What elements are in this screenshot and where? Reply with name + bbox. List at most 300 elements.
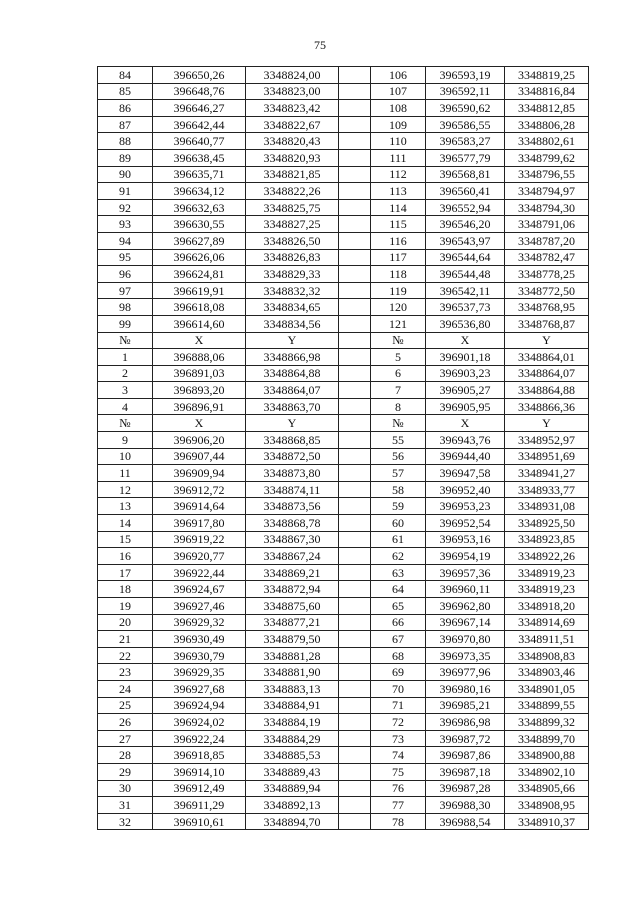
x-coordinate-cell: 396914,64: [153, 498, 246, 515]
table-row: [98, 697, 589, 714]
x-coordinate-cell: 396634,12: [153, 183, 246, 200]
y-coordinate-cell: 3348919,23: [505, 581, 589, 598]
point-number-cell: 74: [371, 747, 426, 764]
x-coordinate-cell: 396888,06: [153, 349, 246, 366]
x-coordinate-cell: 396568,81: [426, 166, 505, 183]
y-coordinate-cell: 3348902,10: [505, 763, 589, 780]
point-number-cell: 73: [371, 730, 426, 747]
table-row: [98, 432, 589, 449]
table-row: [98, 664, 589, 681]
point-number-cell: №: [98, 415, 153, 432]
point-number-cell: 69: [371, 664, 426, 681]
point-number-cell: 3: [98, 382, 153, 399]
spacer-cell: [339, 598, 371, 615]
x-coordinate-cell: 396542,11: [426, 282, 505, 299]
point-number-cell: 95: [98, 249, 153, 266]
x-coordinate-cell: 396544,64: [426, 249, 505, 266]
table-row: [98, 349, 589, 366]
y-coordinate-cell: 3348879,50: [246, 631, 339, 648]
x-coordinate-cell: 396593,19: [426, 67, 505, 84]
spacer-cell: [339, 564, 371, 581]
y-coordinate-cell: 3348791,06: [505, 216, 589, 233]
spacer-cell: [339, 531, 371, 548]
table-row: [98, 498, 589, 515]
spacer-cell: [339, 515, 371, 532]
spacer-cell: [339, 398, 371, 415]
y-coordinate-cell: 3348832,32: [246, 282, 339, 299]
point-number-cell: 17: [98, 564, 153, 581]
spacer-cell: [339, 299, 371, 316]
point-number-cell: 62: [371, 548, 426, 565]
table-row: [98, 714, 589, 731]
table-row: [98, 299, 589, 316]
x-coordinate-cell: 396618,08: [153, 299, 246, 316]
point-number-cell: 93: [98, 216, 153, 233]
y-coordinate-cell: 3348864,01: [505, 349, 589, 366]
table-row: [98, 116, 589, 133]
y-coordinate-cell: 3348883,13: [246, 680, 339, 697]
point-number-cell: 106: [371, 67, 426, 84]
x-coordinate-cell: 396927,68: [153, 680, 246, 697]
x-coordinate-cell: 396907,44: [153, 448, 246, 465]
point-number-cell: 24: [98, 680, 153, 697]
y-coordinate-cell: 3348787,20: [505, 232, 589, 249]
point-number-cell: 9: [98, 432, 153, 449]
table-row: [98, 813, 589, 830]
table-row: [98, 398, 589, 415]
y-coordinate-cell: 3348873,80: [246, 465, 339, 482]
point-number-cell: 56: [371, 448, 426, 465]
y-coordinate-cell: 3348802,61: [505, 133, 589, 150]
table-row: [98, 481, 589, 498]
table-row: [98, 232, 589, 249]
y-coordinate-cell: 3348914,69: [505, 614, 589, 631]
table-row: [98, 763, 589, 780]
x-coordinate-cell: 396911,29: [153, 797, 246, 814]
point-number-cell: 60: [371, 515, 426, 532]
y-coordinate-cell: 3348908,95: [505, 797, 589, 814]
x-coordinate-cell: 396973,35: [426, 647, 505, 664]
x-coordinate-cell: X: [426, 415, 505, 432]
y-coordinate-cell: 3348919,23: [505, 564, 589, 581]
y-coordinate-cell: 3348873,56: [246, 498, 339, 515]
x-coordinate-cell: 396914,10: [153, 763, 246, 780]
point-number-cell: 20: [98, 614, 153, 631]
y-coordinate-cell: 3348894,70: [246, 813, 339, 830]
x-coordinate-cell: 396910,61: [153, 813, 246, 830]
y-coordinate-cell: 3348931,08: [505, 498, 589, 515]
coordinates-table: [97, 66, 589, 830]
table-row: [98, 797, 589, 814]
x-coordinate-cell: 396924,02: [153, 714, 246, 731]
x-coordinate-cell: 396624,81: [153, 266, 246, 283]
spacer-cell: [339, 797, 371, 814]
point-number-cell: 120: [371, 299, 426, 316]
table-row: [98, 149, 589, 166]
x-coordinate-cell: 396896,91: [153, 398, 246, 415]
y-coordinate-cell: 3348875,60: [246, 598, 339, 615]
spacer-cell: [339, 100, 371, 117]
table-row: [98, 581, 589, 598]
y-coordinate-cell: 3348864,07: [246, 382, 339, 399]
table-row: [98, 730, 589, 747]
x-coordinate-cell: 396947,58: [426, 465, 505, 482]
y-coordinate-cell: 3348925,50: [505, 515, 589, 532]
table-row: [98, 100, 589, 117]
point-number-cell: 77: [371, 797, 426, 814]
y-coordinate-cell: 3348868,78: [246, 515, 339, 532]
x-coordinate-cell: 396586,55: [426, 116, 505, 133]
point-number-cell: 59: [371, 498, 426, 515]
point-number-cell: 116: [371, 232, 426, 249]
spacer-cell: [339, 415, 371, 432]
point-number-cell: 32: [98, 813, 153, 830]
y-coordinate-cell: 3348829,33: [246, 266, 339, 283]
point-number-cell: 4: [98, 398, 153, 415]
x-coordinate-cell: 396648,76: [153, 83, 246, 100]
point-number-cell: 18: [98, 581, 153, 598]
y-coordinate-cell: 3348794,30: [505, 199, 589, 216]
x-coordinate-cell: 396924,94: [153, 697, 246, 714]
point-number-cell: 21: [98, 631, 153, 648]
spacer-cell: [339, 730, 371, 747]
point-number-cell: 22: [98, 647, 153, 664]
x-coordinate-cell: 396922,24: [153, 730, 246, 747]
y-coordinate-cell: 3348901,05: [505, 680, 589, 697]
spacer-cell: [339, 614, 371, 631]
y-coordinate-cell: 3348768,95: [505, 299, 589, 316]
spacer-cell: [339, 83, 371, 100]
x-coordinate-cell: 396640,77: [153, 133, 246, 150]
table-row: [98, 249, 589, 266]
y-coordinate-cell: 3348834,56: [246, 315, 339, 332]
y-coordinate-cell: Y: [246, 415, 339, 432]
y-coordinate-cell: 3348885,53: [246, 747, 339, 764]
spacer-cell: [339, 448, 371, 465]
y-coordinate-cell: 3348884,91: [246, 697, 339, 714]
x-coordinate-cell: 396905,27: [426, 382, 505, 399]
point-number-cell: 96: [98, 266, 153, 283]
table-row: [98, 382, 589, 399]
spacer-cell: [339, 183, 371, 200]
x-coordinate-cell: 396953,16: [426, 531, 505, 548]
y-coordinate-cell: 3348867,30: [246, 531, 339, 548]
spacer-cell: [339, 697, 371, 714]
y-coordinate-cell: 3348869,21: [246, 564, 339, 581]
table-row: [98, 67, 589, 84]
table-row: [98, 465, 589, 482]
x-coordinate-cell: 396627,89: [153, 232, 246, 249]
x-coordinate-cell: 396630,55: [153, 216, 246, 233]
point-number-cell: №: [98, 332, 153, 349]
y-coordinate-cell: 3348782,47: [505, 249, 589, 266]
x-coordinate-cell: 396893,20: [153, 382, 246, 399]
y-coordinate-cell: 3348825,75: [246, 199, 339, 216]
x-coordinate-cell: 396924,67: [153, 581, 246, 598]
point-number-cell: 121: [371, 315, 426, 332]
y-coordinate-cell: 3348905,66: [505, 780, 589, 797]
x-coordinate-cell: 396903,23: [426, 365, 505, 382]
y-coordinate-cell: 3348903,46: [505, 664, 589, 681]
point-number-cell: 84: [98, 67, 153, 84]
y-coordinate-cell: 3348799,62: [505, 149, 589, 166]
x-coordinate-cell: 396638,45: [153, 149, 246, 166]
spacer-cell: [339, 747, 371, 764]
x-coordinate-cell: 396922,44: [153, 564, 246, 581]
y-coordinate-cell: Y: [246, 332, 339, 349]
x-coordinate-cell: 396987,18: [426, 763, 505, 780]
table-row: [98, 332, 589, 349]
x-coordinate-cell: 396977,96: [426, 664, 505, 681]
y-coordinate-cell: 3348899,32: [505, 714, 589, 731]
y-coordinate-cell: 3348822,67: [246, 116, 339, 133]
table-row: [98, 747, 589, 764]
x-coordinate-cell: 396543,97: [426, 232, 505, 249]
y-coordinate-cell: 3348816,84: [505, 83, 589, 100]
x-coordinate-cell: 396912,49: [153, 780, 246, 797]
point-number-cell: 58: [371, 481, 426, 498]
x-coordinate-cell: X: [153, 415, 246, 432]
x-coordinate-cell: 396919,22: [153, 531, 246, 548]
point-number-cell: 1: [98, 349, 153, 366]
spacer-cell: [339, 714, 371, 731]
page-number: 75: [314, 38, 326, 52]
point-number-cell: 88: [98, 133, 153, 150]
x-coordinate-cell: 396930,49: [153, 631, 246, 648]
y-coordinate-cell: 3348867,24: [246, 548, 339, 565]
point-number-cell: 70: [371, 680, 426, 697]
y-coordinate-cell: 3348866,98: [246, 349, 339, 366]
point-number-cell: 108: [371, 100, 426, 117]
spacer-cell: [339, 647, 371, 664]
y-coordinate-cell: 3348823,00: [246, 83, 339, 100]
table-row: [98, 266, 589, 283]
x-coordinate-cell: 396912,72: [153, 481, 246, 498]
table-row: [98, 183, 589, 200]
table-row: [98, 647, 589, 664]
y-coordinate-cell: 3348864,07: [505, 365, 589, 382]
y-coordinate-cell: 3348812,85: [505, 100, 589, 117]
point-number-cell: 63: [371, 564, 426, 581]
point-number-cell: 99: [98, 315, 153, 332]
point-number-cell: 7: [371, 382, 426, 399]
x-coordinate-cell: 396988,54: [426, 813, 505, 830]
spacer-cell: [339, 133, 371, 150]
table-row: [98, 598, 589, 615]
spacer-cell: [339, 116, 371, 133]
point-number-cell: 19: [98, 598, 153, 615]
y-coordinate-cell: 3348874,11: [246, 481, 339, 498]
x-coordinate-cell: 396632,63: [153, 199, 246, 216]
x-coordinate-cell: 396646,27: [153, 100, 246, 117]
y-coordinate-cell: 3348899,70: [505, 730, 589, 747]
y-coordinate-cell: 3348834,65: [246, 299, 339, 316]
point-number-cell: 119: [371, 282, 426, 299]
y-coordinate-cell: 3348941,27: [505, 465, 589, 482]
table-row: [98, 780, 589, 797]
x-coordinate-cell: 396962,80: [426, 598, 505, 615]
point-number-cell: №: [371, 415, 426, 432]
point-number-cell: 61: [371, 531, 426, 548]
point-number-cell: 87: [98, 116, 153, 133]
point-number-cell: 6: [371, 365, 426, 382]
y-coordinate-cell: 3348922,26: [505, 548, 589, 565]
y-coordinate-cell: 3348823,42: [246, 100, 339, 117]
y-coordinate-cell: 3348872,50: [246, 448, 339, 465]
spacer-cell: [339, 780, 371, 797]
point-number-cell: 27: [98, 730, 153, 747]
point-number-cell: №: [371, 332, 426, 349]
x-coordinate-cell: 396988,30: [426, 797, 505, 814]
y-coordinate-cell: 3348863,70: [246, 398, 339, 415]
x-coordinate-cell: 396980,16: [426, 680, 505, 697]
point-number-cell: 29: [98, 763, 153, 780]
y-coordinate-cell: 3348899,55: [505, 697, 589, 714]
point-number-cell: 57: [371, 465, 426, 482]
point-number-cell: 109: [371, 116, 426, 133]
point-number-cell: 23: [98, 664, 153, 681]
point-number-cell: 67: [371, 631, 426, 648]
x-coordinate-cell: X: [426, 332, 505, 349]
spacer-cell: [339, 481, 371, 498]
x-coordinate-cell: 396592,11: [426, 83, 505, 100]
spacer-cell: [339, 432, 371, 449]
x-coordinate-cell: 396906,20: [153, 432, 246, 449]
point-number-cell: 64: [371, 581, 426, 598]
spacer-cell: [339, 249, 371, 266]
x-coordinate-cell: 396642,44: [153, 116, 246, 133]
point-number-cell: 31: [98, 797, 153, 814]
point-number-cell: 85: [98, 83, 153, 100]
y-coordinate-cell: 3348778,25: [505, 266, 589, 283]
y-coordinate-cell: 3348826,50: [246, 232, 339, 249]
point-number-cell: 111: [371, 149, 426, 166]
spacer-cell: [339, 199, 371, 216]
spacer-cell: [339, 232, 371, 249]
x-coordinate-cell: 396577,79: [426, 149, 505, 166]
point-number-cell: 115: [371, 216, 426, 233]
x-coordinate-cell: 396944,40: [426, 448, 505, 465]
x-coordinate-cell: 396560,41: [426, 183, 505, 200]
point-number-cell: 76: [371, 780, 426, 797]
x-coordinate-cell: 396544,48: [426, 266, 505, 283]
y-coordinate-cell: 3348872,94: [246, 581, 339, 598]
y-coordinate-cell: 3348951,69: [505, 448, 589, 465]
point-number-cell: 30: [98, 780, 153, 797]
point-number-cell: 114: [371, 199, 426, 216]
table-row: [98, 365, 589, 382]
y-coordinate-cell: 3348796,55: [505, 166, 589, 183]
y-coordinate-cell: Y: [505, 332, 589, 349]
x-coordinate-cell: 396929,35: [153, 664, 246, 681]
table-row: [98, 315, 589, 332]
x-coordinate-cell: 396909,94: [153, 465, 246, 482]
y-coordinate-cell: 3348821,85: [246, 166, 339, 183]
point-number-cell: 72: [371, 714, 426, 731]
y-coordinate-cell: 3348884,19: [246, 714, 339, 731]
spacer-cell: [339, 382, 371, 399]
x-coordinate-cell: 396614,60: [153, 315, 246, 332]
y-coordinate-cell: 3348892,13: [246, 797, 339, 814]
x-coordinate-cell: 396987,72: [426, 730, 505, 747]
table-row: [98, 564, 589, 581]
point-number-cell: 94: [98, 232, 153, 249]
table-row: [98, 415, 589, 432]
y-coordinate-cell: 3348864,88: [246, 365, 339, 382]
x-coordinate-cell: 396536,80: [426, 315, 505, 332]
coordinates-table-body: [98, 67, 589, 830]
x-coordinate-cell: 396952,54: [426, 515, 505, 532]
y-coordinate-cell: 3348820,93: [246, 149, 339, 166]
spacer-cell: [339, 282, 371, 299]
spacer-cell: [339, 365, 371, 382]
spacer-cell: [339, 315, 371, 332]
spacer-cell: [339, 349, 371, 366]
spacer-cell: [339, 465, 371, 482]
y-coordinate-cell: 3348794,97: [505, 183, 589, 200]
point-number-cell: 68: [371, 647, 426, 664]
table-row: [98, 199, 589, 216]
y-coordinate-cell: 3348889,94: [246, 780, 339, 797]
y-coordinate-cell: 3348819,25: [505, 67, 589, 84]
y-coordinate-cell: 3348923,85: [505, 531, 589, 548]
spacer-cell: [339, 332, 371, 349]
point-number-cell: 107: [371, 83, 426, 100]
point-number-cell: 89: [98, 149, 153, 166]
y-coordinate-cell: 3348911,51: [505, 631, 589, 648]
x-coordinate-cell: 396953,23: [426, 498, 505, 515]
point-number-cell: 28: [98, 747, 153, 764]
table-row: [98, 531, 589, 548]
point-number-cell: 25: [98, 697, 153, 714]
point-number-cell: 113: [371, 183, 426, 200]
table-row: [98, 631, 589, 648]
point-number-cell: 75: [371, 763, 426, 780]
x-coordinate-cell: 396590,62: [426, 100, 505, 117]
y-coordinate-cell: 3348827,25: [246, 216, 339, 233]
x-coordinate-cell: 396901,18: [426, 349, 505, 366]
point-number-cell: 91: [98, 183, 153, 200]
x-coordinate-cell: 396891,03: [153, 365, 246, 382]
spacer-cell: [339, 266, 371, 283]
x-coordinate-cell: 396920,77: [153, 548, 246, 565]
point-number-cell: 11: [98, 465, 153, 482]
x-coordinate-cell: 396650,26: [153, 67, 246, 84]
y-coordinate-cell: 3348824,00: [246, 67, 339, 84]
x-coordinate-cell: 396917,80: [153, 515, 246, 532]
x-coordinate-cell: 396929,32: [153, 614, 246, 631]
x-coordinate-cell: 396619,91: [153, 282, 246, 299]
x-coordinate-cell: 396954,19: [426, 548, 505, 565]
x-coordinate-cell: 396943,76: [426, 432, 505, 449]
table-row: [98, 216, 589, 233]
spacer-cell: [339, 680, 371, 697]
y-coordinate-cell: 3348806,28: [505, 116, 589, 133]
y-coordinate-cell: 3348889,43: [246, 763, 339, 780]
point-number-cell: 12: [98, 481, 153, 498]
x-coordinate-cell: 396960,11: [426, 581, 505, 598]
spacer-cell: [339, 813, 371, 830]
point-number-cell: 90: [98, 166, 153, 183]
x-coordinate-cell: 396626,06: [153, 249, 246, 266]
table-row: [98, 166, 589, 183]
y-coordinate-cell: 3348864,88: [505, 382, 589, 399]
y-coordinate-cell: 3348877,21: [246, 614, 339, 631]
point-number-cell: 13: [98, 498, 153, 515]
x-coordinate-cell: X: [153, 332, 246, 349]
point-number-cell: 55: [371, 432, 426, 449]
y-coordinate-cell: 3348900,88: [505, 747, 589, 764]
